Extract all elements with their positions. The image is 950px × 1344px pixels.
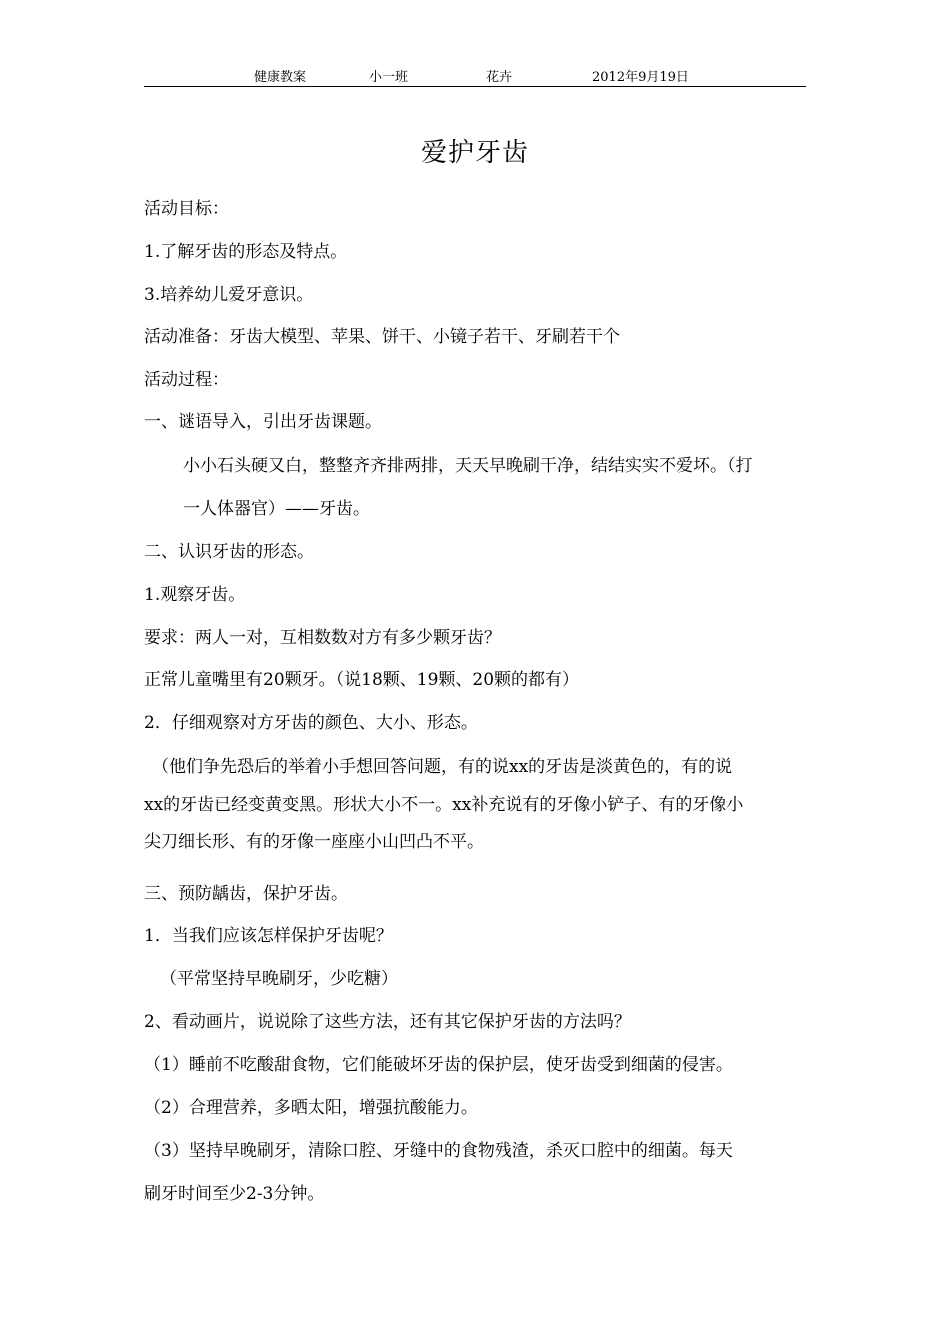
animation-question-item: 2、看动画片，说说除了这些方法，还有其它保护牙齿的方法吗？ [144, 1012, 631, 1032]
section-process-heading: 活动过程： [144, 370, 229, 390]
method-item-1: （1）睡前不吃酸甜食物，它们能破坏牙齿的保护层，使牙齿受到细菌的侵害。 [144, 1055, 733, 1075]
header-class: 小一班 [369, 70, 409, 85]
section-goals-heading: 活动目标： [144, 199, 229, 219]
protect-question-item: 1．当我们应该怎样保护牙齿呢？ [144, 926, 393, 946]
document-title: 爱护牙齿 [420, 138, 529, 168]
method-item-2: （2）合理营养，多晒太阳，增强抗酸能力。 [144, 1098, 478, 1118]
preparation-line: 活动准备：牙齿大模型、苹果、饼干、小镜子若干、牙刷若干个 [144, 327, 620, 347]
observation-paragraph-line-1: （他们争先恐后的举着小手想回答问题，有的说xx的牙齿是淡黄色的，有的说 [152, 757, 733, 777]
protect-answer-line: （平常坚持早晚刷牙，少吃糖） [160, 969, 398, 989]
method-item-3-line-2: 刷牙时间至少2-3分钟。 [144, 1184, 325, 1204]
method-item-3-line-1: （3）坚持早晚刷牙，清除口腔、牙缝中的食物残渣，杀灭口腔中的细菌。每天 [144, 1141, 733, 1161]
riddle-line-2: 一人体器官）——牙齿。 [183, 499, 370, 519]
observation-paragraph-line-3: 尖刀细长形、有的牙像一座座小山凹凸不平。 [144, 832, 484, 852]
requirement-line: 要求：两人一对，互相数数对方有多少颗牙齿？ [144, 628, 501, 648]
observe-teeth-item: 1.观察牙齿。 [144, 585, 246, 605]
header-date: 2012年9月19日 [592, 70, 689, 85]
step-three-heading: 三、预防龋齿，保护牙齿。 [144, 884, 348, 904]
goal-item-1: 1.了解牙齿的形态及特点。 [144, 242, 348, 262]
header-subject: 健康教案 [254, 70, 307, 85]
observation-paragraph-line-2: xx的牙齿已经变黄变黑。形状大小不一。xx补充说有的牙像小铲子、有的牙像小 [144, 795, 744, 815]
teeth-count-line: 正常儿童嘴里有20颗牙。（说18颗、19颗、20颗的都有） [144, 670, 580, 690]
observe-details-item: 2．仔细观察对方牙齿的颜色、大小、形态。 [144, 713, 478, 733]
step-two-heading: 二、认识牙齿的形态。 [144, 542, 314, 562]
page-header [144, 66, 806, 87]
step-one-heading: 一、谜语导入，引出牙齿课题。 [144, 412, 382, 432]
header-teacher: 花卉 [486, 70, 513, 85]
riddle-line-1: 小小石头硬又白，整整齐齐排两排，天天早晚刷干净，结结实实不爱坏。（打 [183, 456, 753, 476]
goal-item-3: 3.培养幼儿爱牙意识。 [144, 285, 314, 305]
